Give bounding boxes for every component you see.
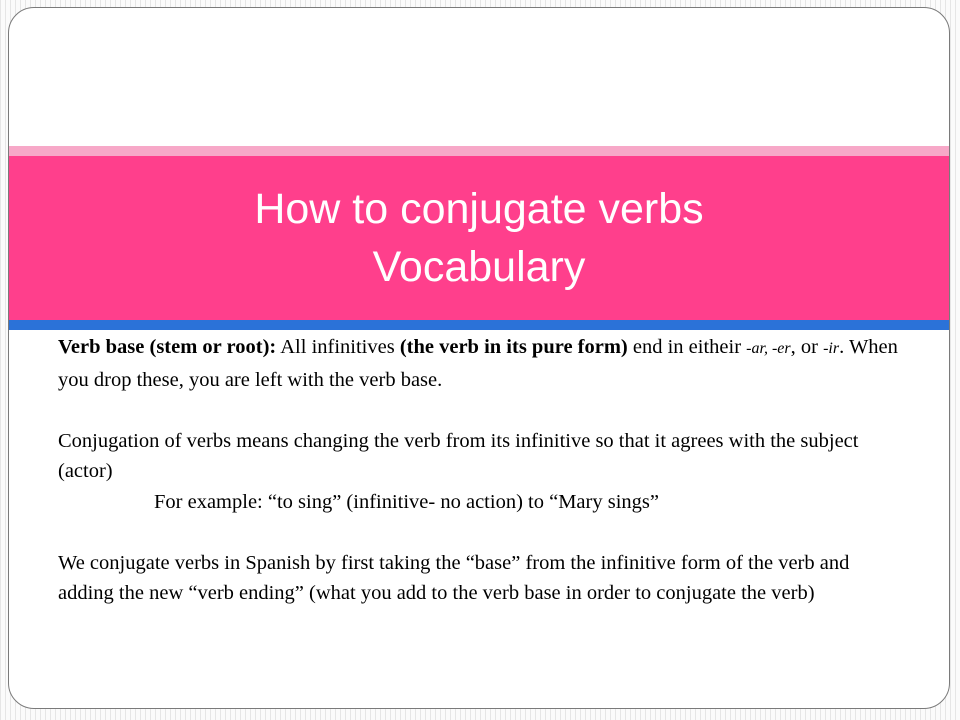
verb-base-text-2: end in eitheir (627, 336, 747, 358)
title-band (9, 156, 949, 320)
verb-base-text-3: . When you drop these, you are left with the verb base. (58, 336, 898, 391)
ending-separator-1: , (763, 340, 772, 357)
title-line-2: Vocabulary (372, 243, 586, 291)
verb-base-paragraph (58, 332, 898, 395)
paragraph-spacer (58, 395, 898, 426)
title-line-1: How to conjugate verbs (254, 185, 704, 233)
ending-er: -er (771, 340, 791, 357)
verb-base-text-1: All infinitives (276, 336, 400, 358)
ending-ar: -ar (746, 340, 764, 357)
conjugation-paragraph: Conjugation of verbs means changing the verb from its infinitive so that it agrees with the subject (actor) (58, 429, 859, 482)
light-pink-band (9, 146, 949, 156)
verb-base-term: Verb base (stem or root): (58, 336, 277, 358)
example-line: For example: “to sing” (infinitive- no action) to “Mary sings” (154, 490, 659, 513)
blue-band (9, 320, 949, 330)
ending-ir: -ir (823, 340, 840, 357)
method-paragraph: We conjugate verbs in Spanish by first taking the “base” from the infinitive form of the verb and adding the new “verb ending” (what you add to the verb base in order to conjugate the verb) (58, 551, 850, 604)
ending-separator-2: , or (790, 336, 824, 358)
infinitive-definition: (the verb in its pure form) (399, 336, 628, 358)
slide-content (58, 332, 898, 609)
paragraph-spacer (58, 517, 898, 548)
